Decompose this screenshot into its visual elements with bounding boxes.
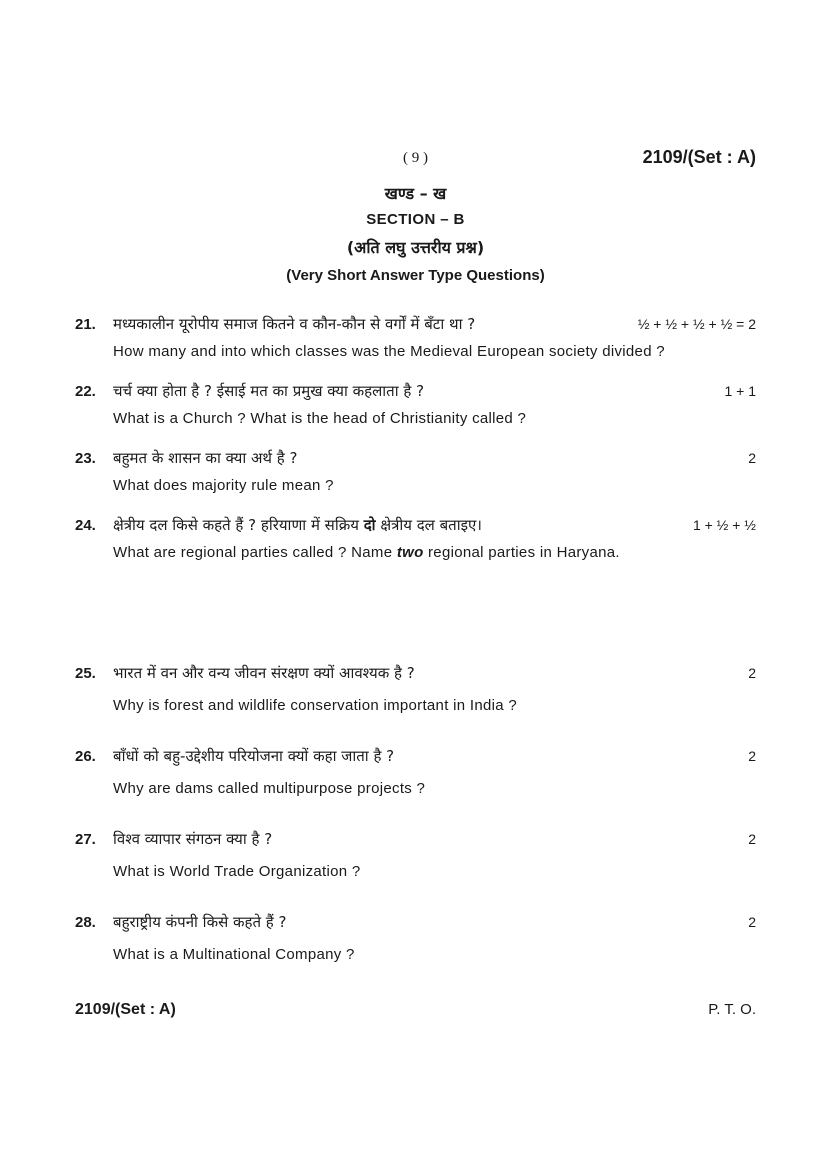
question-text-english: What is World Trade Organization ? bbox=[113, 863, 361, 880]
question-marks: ½ + ½ + ½ + ½ = 2 bbox=[637, 316, 756, 332]
question-text-hindi: विश्व व्यापार संगठन क्या है ? bbox=[113, 830, 273, 848]
question-row bbox=[75, 448, 756, 494]
question-number: 25. bbox=[75, 665, 96, 682]
questions bbox=[75, 314, 756, 963]
question-number: 21. bbox=[75, 316, 96, 333]
question-number: 24. bbox=[75, 517, 96, 534]
question-text-english: How many and into which classes was the Medieval European society divided ? bbox=[113, 343, 665, 360]
question-text-english: What is a Church ? What is the head of Christianity called ? bbox=[113, 410, 527, 427]
question-marks: 2 bbox=[748, 450, 756, 466]
question-row bbox=[75, 912, 756, 963]
question-number: 27. bbox=[75, 831, 96, 848]
question-row bbox=[75, 746, 756, 797]
question-text-hindi: भारत में वन और वन्य जीवन संरक्षण क्यों आवश्यक है ? bbox=[113, 664, 415, 682]
question-marks: 2 bbox=[748, 748, 756, 764]
question-text-hindi: बहुराष्ट्रीय कंपनी किसे कहते हैं ? bbox=[113, 913, 287, 931]
question-text-hindi: मध्यकालीन यूरोपीय समाज कितने व कौन-कौन से वर्गों में बँटा था ? bbox=[113, 315, 476, 333]
question-number: 22. bbox=[75, 383, 96, 400]
header-line bbox=[75, 147, 756, 176]
section-subtitle-english: (Very Short Answer Type Questions) bbox=[286, 267, 545, 284]
footer-paper-code: 2109/(Set : A) bbox=[75, 1001, 176, 1018]
paper-code: 2109/(Set : A) bbox=[642, 147, 756, 167]
question-row bbox=[75, 663, 756, 714]
question-row bbox=[75, 829, 756, 880]
question-marks: 1 + ½ + ½ bbox=[692, 517, 756, 533]
question-row bbox=[75, 314, 756, 360]
question-marks: 2 bbox=[748, 914, 756, 930]
question-marks: 2 bbox=[748, 831, 756, 847]
question-text-english: What is a Multinational Company ? bbox=[113, 946, 355, 963]
section-subtitle-hindi: (अति लघु उत्तरीय प्रश्न) bbox=[346, 238, 485, 257]
question-text-english: Why is forest and wildlife conservation important in India ? bbox=[113, 697, 518, 714]
section-title-english: SECTION – B bbox=[366, 211, 465, 228]
question-text-hindi: क्षेत्रीय दल किसे कहते हैं ? हरियाणा में सक्रिय दो क्षेत्रीय दल बताइए। bbox=[113, 516, 482, 534]
question-text-hindi: चर्च क्या होता है ? ईसाई मत का प्रमुख क्या कहलाता है ? bbox=[113, 382, 425, 400]
page-number: ( 9 ) bbox=[403, 150, 428, 166]
page-footer bbox=[75, 1001, 756, 1019]
question-text-english: What are regional parties called ? Name two regional parties in Haryana. bbox=[113, 544, 620, 561]
question-text-hindi: बहुमत के शासन का क्या अर्थ है ? bbox=[113, 449, 298, 467]
question-marks: 1 + 1 bbox=[724, 383, 756, 399]
question-row bbox=[75, 515, 756, 561]
footer-pto: P. T. O. bbox=[708, 1001, 756, 1018]
section-title-hindi: खण्ड – ख bbox=[384, 184, 447, 203]
question-text-hindi: बाँधों को बहु-उद्देशीय परियोजना क्यों कहा जाता है ? bbox=[113, 747, 395, 765]
question-text-english: What does majority rule mean ? bbox=[113, 477, 334, 494]
question-marks: 2 bbox=[748, 665, 756, 681]
question-row bbox=[75, 381, 756, 427]
question-number: 23. bbox=[75, 450, 96, 467]
question-text-english: Why are dams called multipurpose projects ? bbox=[113, 780, 426, 797]
question-number: 28. bbox=[75, 914, 96, 931]
question-number: 26. bbox=[75, 748, 96, 765]
